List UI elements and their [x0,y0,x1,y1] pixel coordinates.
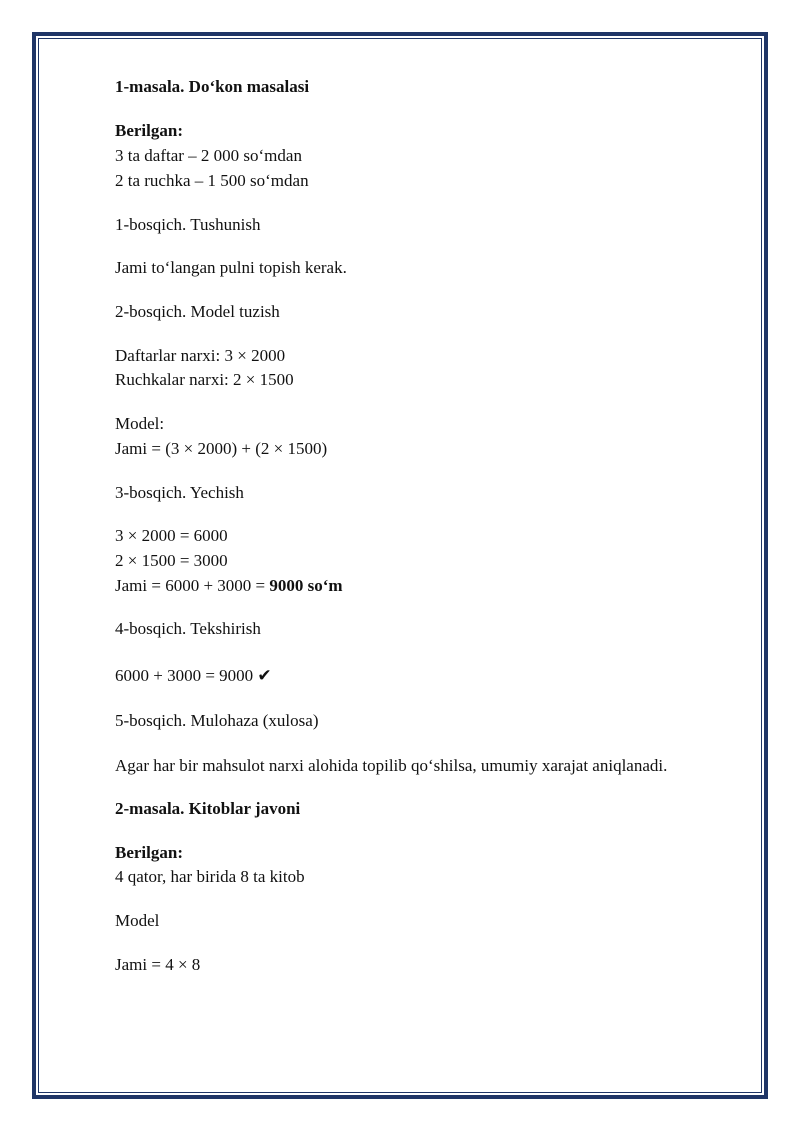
step1-title: 1-bosqich. Tushunish [115,215,261,234]
problem1-given-line-1: 3 ta daftar – 2 000 so‘mdan [115,146,302,165]
step2-title: 2-bosqich. Model tuzish [115,302,280,321]
step2-line-1: Daftarlar narxi: 3 × 2000 [115,346,286,365]
problem2-given-label: Berilgan: [115,843,183,862]
step3-line-2: 2 × 1500 = 3000 [115,551,228,570]
step3-line-3-prefix: Jami = 6000 + 3000 = [115,576,270,595]
step4-check: 6000 + 3000 = 9000 ✔ [115,666,272,685]
step2-line-2: Ruchkalar narxi: 2 × 1500 [115,370,294,389]
step4-title: 4-bosqich. Tekshirish [115,619,261,638]
problem2-model-formula: Jami = 4 × 8 [115,955,201,974]
problem2-given-line-1: 4 qator, har birida 8 ta kitob [115,867,305,886]
problem1-title: 1-masala. Do‘kon masalasi [115,77,310,96]
step3-title: 3-bosqich. Yechish [115,483,244,502]
step3-result: 9000 so‘m [269,576,343,595]
step1-text: Jami to‘langan pulni topish kerak. [115,258,347,277]
step5-text: Agar har bir mahsulot narxi alohida topilib qo‘shilsa, umumiy xarajat aniqlanadi. [115,756,668,775]
step5-title: 5-bosqich. Mulohaza (xulosa) [115,711,319,730]
problem2-model-label: Model [115,911,160,930]
problem1-given-line-2: 2 ta ruchka – 1 500 so‘mdan [115,171,309,190]
model-label: Model: [115,414,165,433]
problem2-title: 2-masala. Kitoblar javoni [115,799,301,818]
problem1-given-label: Berilgan: [115,121,183,140]
step3-line-3 [115,574,343,598]
step3-line-1: 3 × 2000 = 6000 [115,526,228,545]
model-formula: Jami = (3 × 2000) + (2 × 1500) [115,439,328,458]
